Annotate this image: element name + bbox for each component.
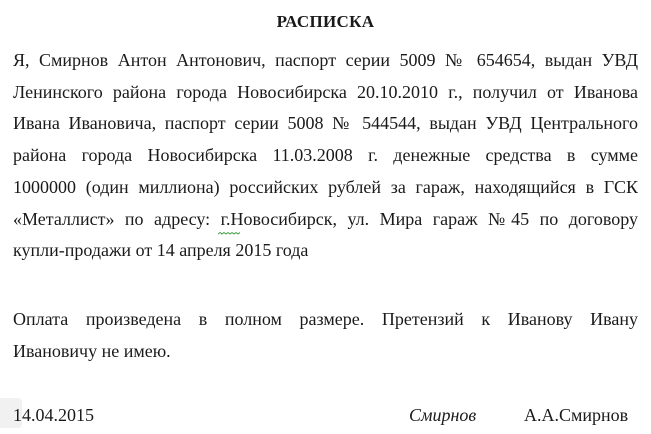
receipt-body-paragraph	[13, 45, 638, 267]
receipt-date: 14.04.2015	[13, 405, 94, 425]
payment-paragraph	[13, 304, 638, 367]
body-line: района города Новосибирска 11.03.2008 г. денежные средства в сумме	[13, 145, 638, 166]
signature-footer	[0, 402, 651, 428]
signer-full-name: А.А.Смирнов	[524, 405, 629, 425]
spellcheck-underline	[218, 232, 240, 235]
body-line: купли-продажи от 14 апреля 2015 года	[13, 240, 309, 261]
body-line: «Металлист» по адресу: г.Новосибирск, ул. Мира гараж №45 по договору	[13, 208, 638, 229]
body-line: Ленинского района города Новосибирска 20.10.2010 г., получил от Иванова	[13, 81, 638, 102]
document-title: РАСПИСКА	[276, 12, 375, 31]
payment-line: Оплата произведена в полном размере. Претензий к Иванову Ивану	[13, 309, 638, 329]
signature: Смирнов	[409, 405, 477, 425]
body-line: 1000000 (один миллиона) российских рублей за гараж, находящийся в ГСК	[13, 176, 638, 197]
body-line: Я, Смирнов Антон Антонович, паспорт серии 5009 № 654654, выдан УВД	[13, 50, 638, 70]
payment-line: Ивановичу не имею.	[13, 340, 171, 361]
body-line: Ивана Ивановича, паспорт серии 5008 № 544544, выдан УВД Центрального	[13, 113, 638, 134]
